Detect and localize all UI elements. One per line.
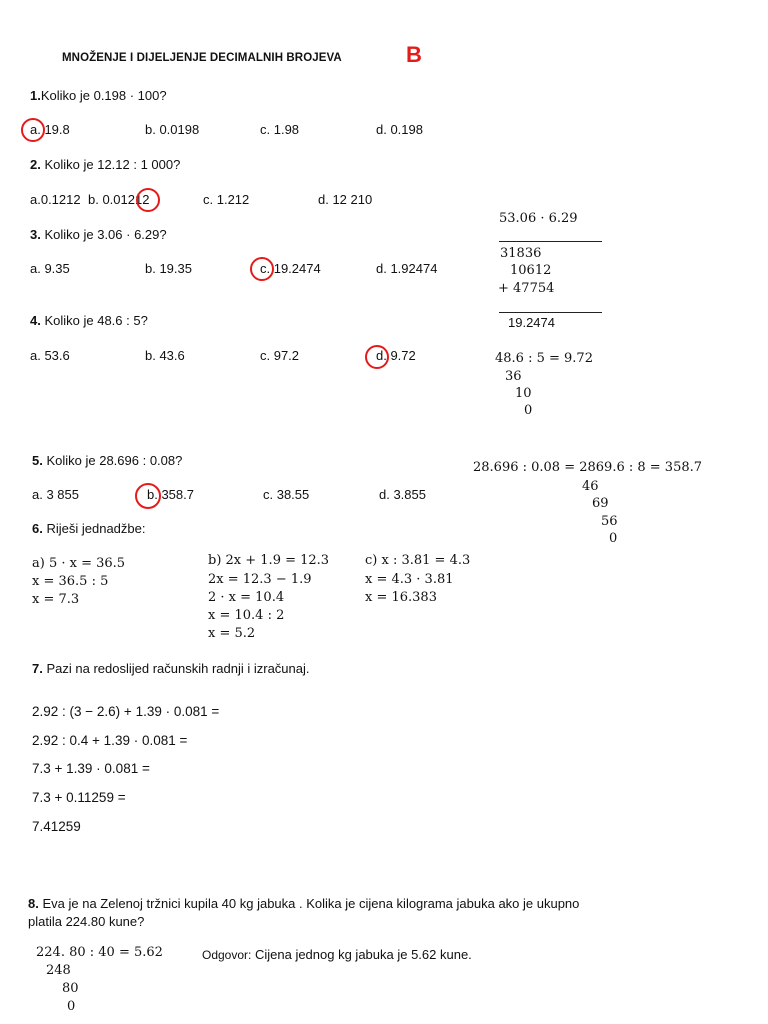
q8-answer-label: Odgovor:: [202, 948, 252, 962]
question-1-number: 1.: [30, 88, 41, 103]
question-4-text: Koliko je 48.6 : 5?: [44, 313, 148, 328]
question-7: [32, 661, 310, 676]
question-6: [32, 521, 145, 536]
q4-calc-line-1: 48.6 : 5 = 9.72: [495, 351, 593, 366]
question-2-number: 2.: [30, 157, 41, 172]
q1-option-a: a. 19.8: [30, 122, 70, 137]
q8-answer-text: Cijena jednog kg jabuka je 5.62 kune.: [251, 947, 472, 962]
q4-calc-line-2: 36: [505, 369, 522, 384]
answer-circle-q3: [250, 257, 274, 281]
q3-calc-line-4: + 47754: [498, 281, 555, 296]
q3-calc-line-2: 31836: [500, 246, 542, 261]
question-5-text: Koliko je 28.696 : 0.08?: [46, 453, 183, 468]
q2-option-c: c. 1.212: [203, 192, 250, 207]
equation-c-line-3: x = 16.383: [365, 590, 437, 605]
q3-option-a: a. 9.35: [30, 261, 70, 276]
question-3-number: 3.: [30, 227, 41, 242]
equation-b-line-1: b) 2x + 1.9 = 12.3: [208, 553, 330, 568]
question-2-text: Koliko je 12.12 : 1 000?: [44, 157, 181, 172]
q3-option-d: d. 1.92474: [376, 261, 438, 276]
answer-circle-q5: [135, 483, 161, 509]
q7-line-1: 2.92 : (3 − 2.6) + 1.39 · 0.081 =: [32, 704, 220, 719]
question-1: [30, 88, 167, 103]
q7-line-3: 7.3 + 1.39 · 0.081 =: [32, 761, 150, 776]
q3-calc-rule-2: [499, 312, 602, 313]
q8-calc-line-3: 80: [62, 981, 79, 996]
q7-line-5: 7.41259: [32, 819, 81, 834]
q4-calc-line-4: 0: [524, 403, 533, 418]
q5-calc-line-4: 56: [601, 514, 618, 529]
equation-a-line-3: x = 7.3: [32, 592, 80, 607]
equation-a-line-1: a) 5 · x = 36.5: [32, 556, 126, 571]
question-7-number: 7.: [32, 661, 43, 676]
q3-calc-line-1: 53.06 · 6.29: [499, 211, 578, 226]
equation-c-line-2: x = 4.3 · 3.81: [365, 572, 454, 587]
q4-calc-line-3: 10: [515, 386, 532, 401]
question-4-number: 4.: [30, 313, 41, 328]
equation-b-line-4: x = 10.4 : 2: [208, 608, 285, 623]
question-6-number: 6.: [32, 521, 43, 536]
question-5: [32, 453, 182, 468]
answer-circle-q1: [21, 118, 45, 142]
answer-circle-q2: [136, 188, 160, 212]
q1-option-c: c. 1.98: [260, 122, 300, 137]
q7-line-4: 7.3 + 0.11259 =: [32, 790, 126, 805]
q4-option-d: d. 9.72: [376, 348, 416, 363]
q3-calc-result: 19.2474: [508, 315, 555, 330]
q3-option-c: c. 19.2474: [260, 261, 321, 276]
q2-option-b: b. 0.01212: [88, 192, 150, 207]
q5-option-d: d. 3.855: [379, 487, 426, 502]
question-1-text: Koliko je 0.198 · 100?: [40, 88, 167, 103]
equation-a-line-2: x = 36.5 : 5: [32, 574, 109, 589]
question-8-number: 8.: [28, 896, 39, 911]
q5-calc-line-5: 0: [609, 531, 618, 546]
q8-calc-line-1: 224. 80 : 40 = 5.62: [36, 945, 163, 960]
question-8-text-1: Eva je na Zelenoj tržnici kupila 40 kg jabuka . Kolika je cijena kilograma jabuka ako je ukupno: [42, 896, 580, 911]
q5-calc-line-3: 69: [592, 496, 609, 511]
question-3: [30, 227, 167, 242]
variant-label: B: [406, 42, 422, 67]
q2-option-d: d. 12 210: [318, 192, 373, 207]
question-4: [30, 313, 148, 328]
equation-c-line-1: c) x : 3.81 = 4.3: [365, 553, 471, 568]
q2-option-a: a.0.1212: [30, 192, 81, 207]
q1-option-b: b. 0.0198: [145, 122, 200, 137]
q4-option-a: a. 53.6: [30, 348, 70, 363]
q5-option-a: a. 3 855: [32, 487, 79, 502]
q7-line-2: 2.92 : 0.4 + 1.39 · 0.081 =: [32, 733, 188, 748]
question-8: [28, 896, 579, 911]
q1-option-d: d. 0.198: [376, 122, 423, 137]
q3-option-b: b. 19.35: [145, 261, 192, 276]
equation-b-line-2: 2x = 12.3 − 1.9: [208, 572, 312, 587]
q8-calc-line-2: 248: [46, 963, 71, 978]
question-6-text: Riješi jednadžbe:: [46, 521, 146, 536]
question-2: [30, 157, 180, 172]
q3-calc-rule-1: [499, 241, 602, 242]
question-5-number: 5.: [32, 453, 43, 468]
q8-calc-line-4: 0: [67, 999, 76, 1014]
q5-calc-line-2: 46: [582, 479, 599, 494]
equation-b-line-3: 2 · x = 10.4: [208, 590, 285, 605]
q5-calc-line-1: 28.696 : 0.08 = 2869.6 : 8 = 358.7: [473, 460, 703, 475]
q5-option-c: c. 38.55: [263, 487, 310, 502]
q4-option-c: c. 97.2: [260, 348, 300, 363]
q5-option-b: b. 358.7: [147, 487, 194, 502]
question-8-text-2: platila 224.80 kune?: [28, 914, 145, 929]
q4-option-b: b. 43.6: [145, 348, 185, 363]
question-3-text: Koliko je 3.06 · 6.29?: [44, 227, 167, 242]
question-7-text: Pazi na redoslijed računskih radnji i izračunaj.: [46, 661, 310, 676]
q3-calc-line-3: 10612: [510, 263, 552, 278]
page-title: MNOŽENJE I DIJELJENJE DECIMALNIH BROJEVA: [62, 52, 342, 64]
equation-b-line-5: x = 5.2: [208, 626, 256, 641]
q8-answer: [202, 947, 472, 962]
answer-circle-q4: [365, 345, 389, 369]
